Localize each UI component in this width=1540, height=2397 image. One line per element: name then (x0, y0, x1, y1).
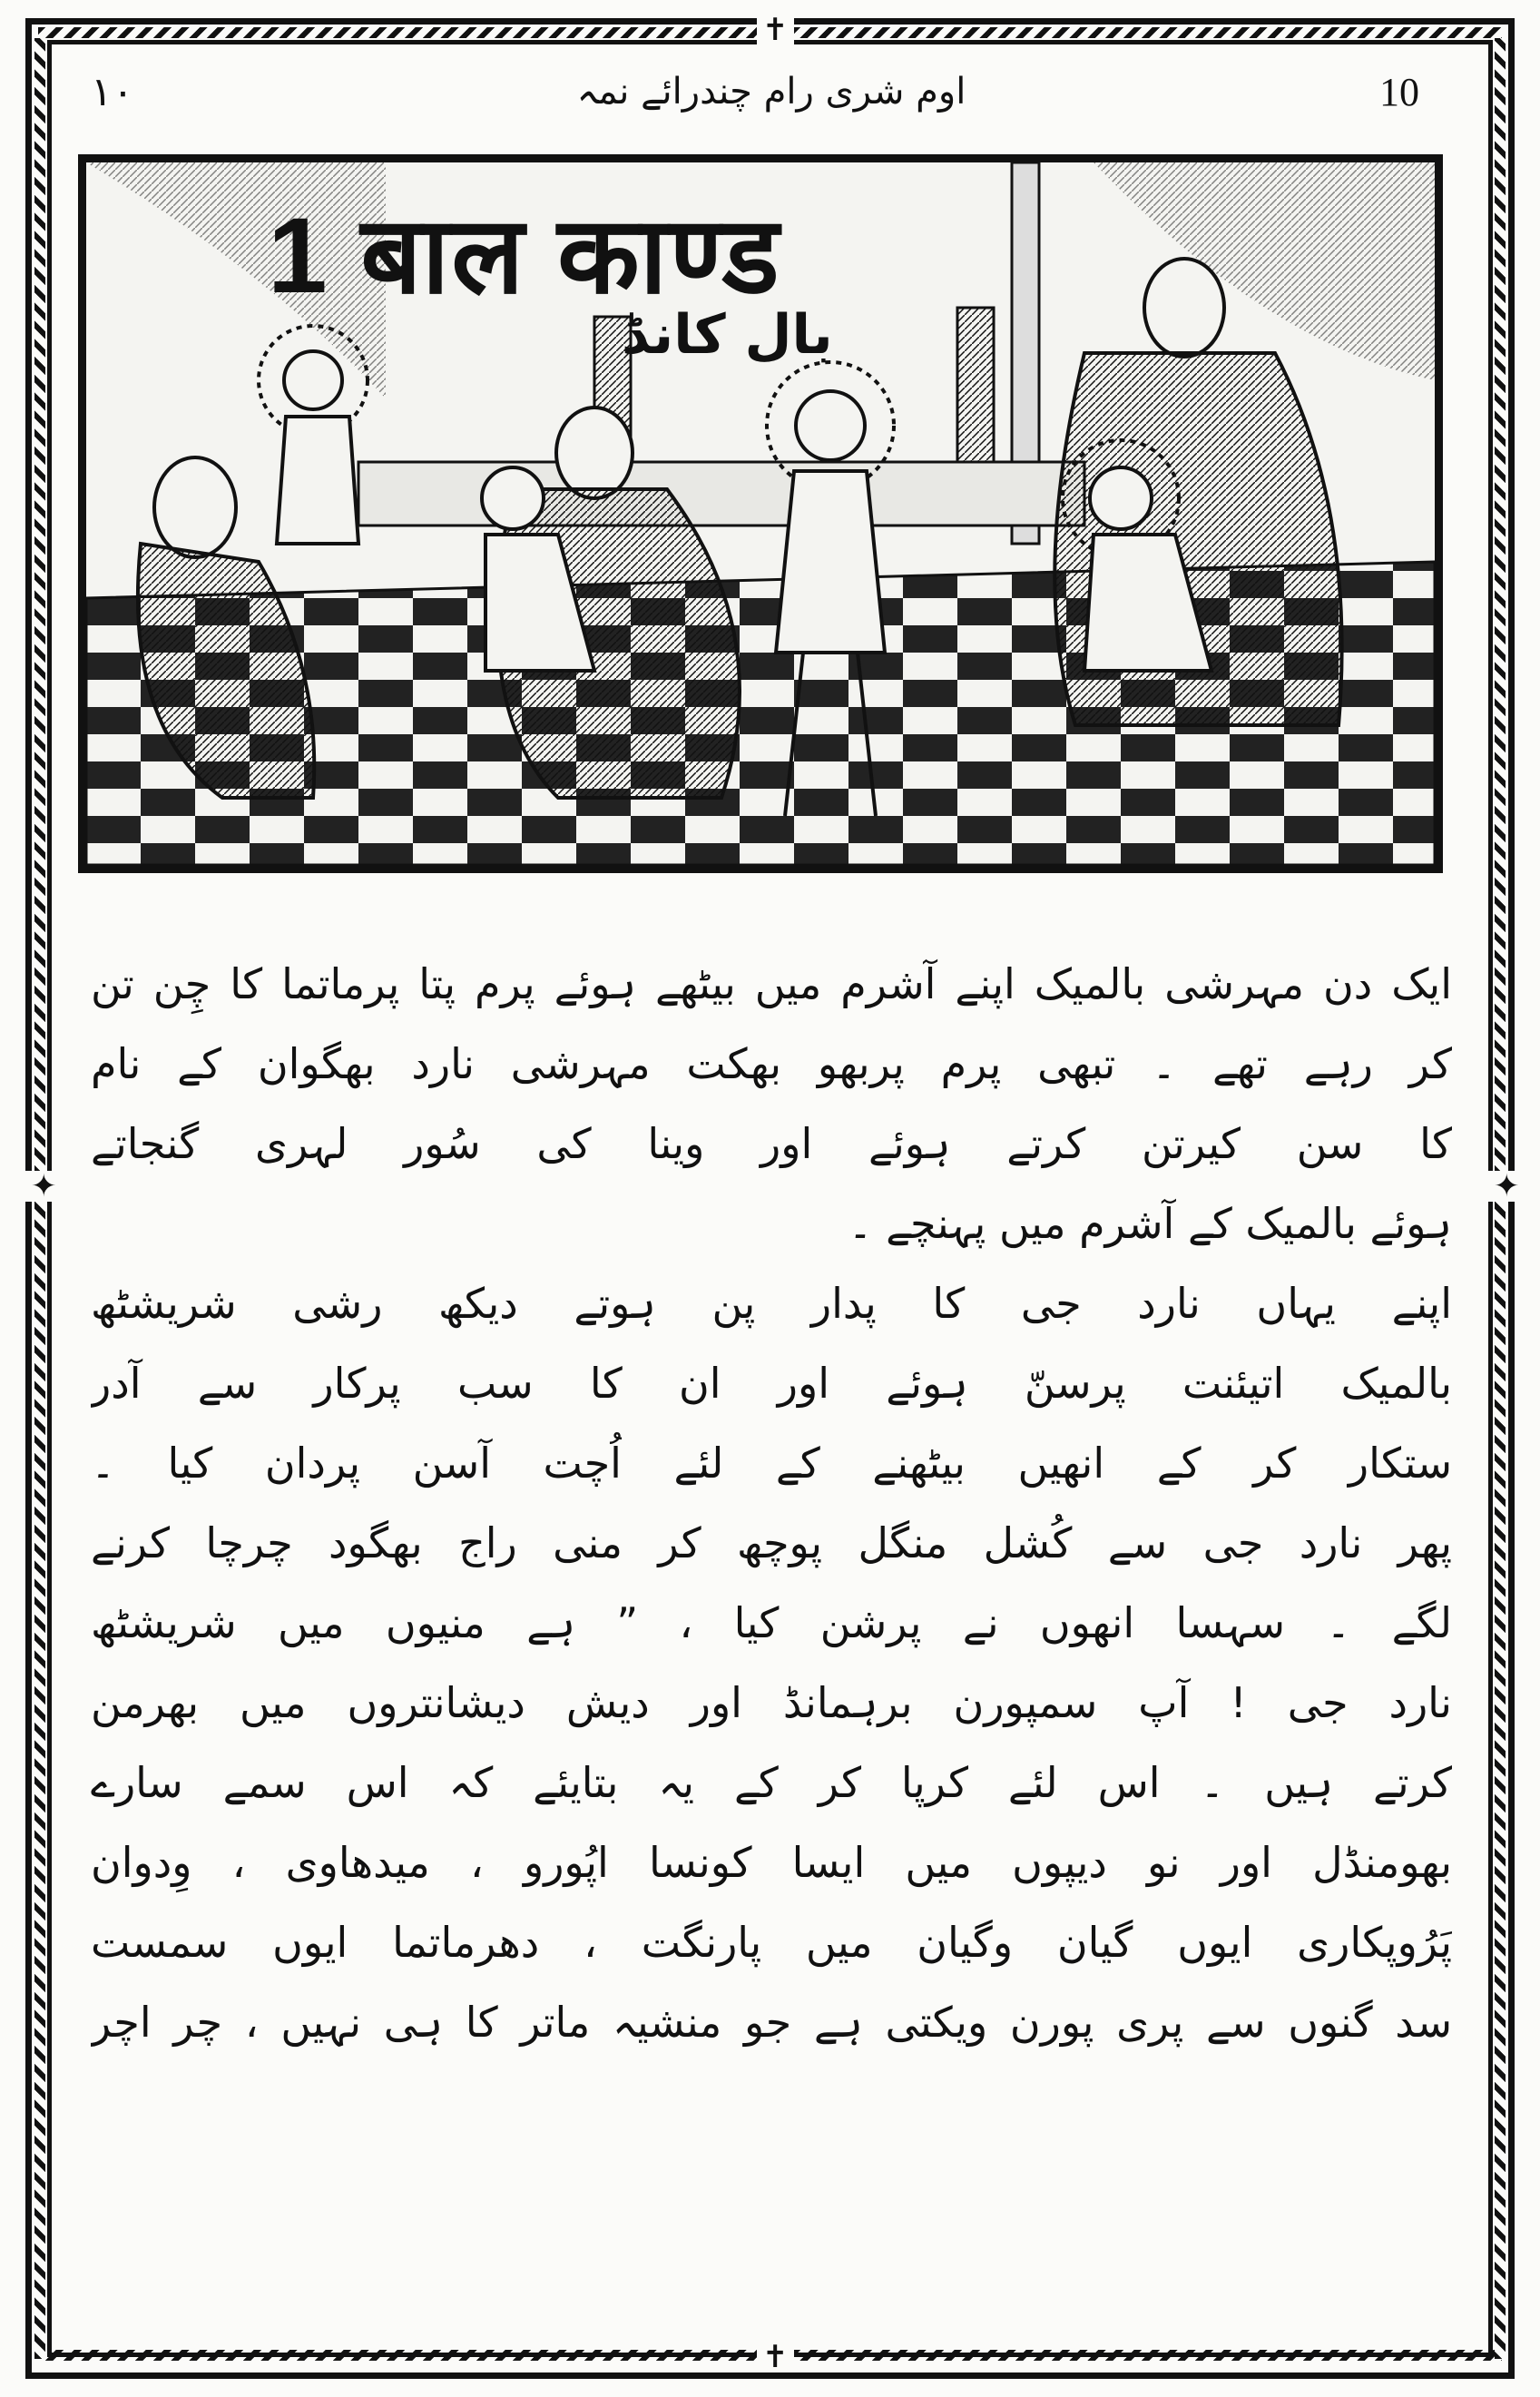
running-head: اوم شری رام چندرائے نمہ (576, 71, 966, 113)
body-line: کر رہے تھے ۔ تبھی پرم پربھو بھکت مہرشی نارد بھگوان کے نام (91, 1039, 1452, 1088)
body-line: ہوئے بالمیک کے آشرم میں پہنچے ۔ (848, 1199, 1452, 1248)
body-line: کا سن کیرتن کرتے ہوئے اور وینا کی سُور لہری گنجاتے (91, 1119, 1452, 1168)
border-ornament-left: ✦ (25, 1171, 63, 1202)
body-line: کرتے ہیں ۔ اس لئے کرپا کر کے یہ بتایئے کہ اس سمے سارے (91, 1758, 1452, 1807)
body-line: لگے ۔ سہسا انھوں نے پرشن کیا ، ” ہے منیوں میں شریشٹھ (91, 1598, 1452, 1647)
chapter-title-devanagari: 1 बाल काण्ड (268, 196, 781, 316)
border-ornament-top: ✝ (757, 15, 794, 45)
border-ornament-right: ✦ (1488, 1171, 1525, 1202)
body-line: بالمیک اتیئنت پرسنّ ہوئے اور ان کا سب پرکار سے آدر (91, 1359, 1452, 1408)
body-line: نارد جی ! آپ سمپورن برہمانڈ اور دیش دیشانتروں میں بھرمن (91, 1678, 1452, 1727)
page-number: 10 (1379, 70, 1419, 114)
body-line: پَرُوپکاری ایوں گیان وگیان میں پارنگت ، دھرماتما ایوں سمست (91, 1918, 1452, 1967)
body-text (91, 944, 1452, 2062)
body-line: سد گنوں سے پری پورن ویکتی ہے جو منشیہ ماتر کا ہی نہیں ، چر اچر (91, 1998, 1452, 2047)
body-line: بھومنڈل اور نو دیپوں میں ایسا کونسا اپُورو ، میدھاوی ، وِدوان (91, 1838, 1452, 1887)
border-ornament-bottom: ✝ (757, 2342, 794, 2372)
chapter-illustration (78, 154, 1443, 873)
chapter-title-urdu: بال کانڈ (622, 303, 833, 367)
terrace-wall (358, 462, 1084, 526)
body-line: پھر نارد جی سے کُشل منگل پوچھ کر منی راج بھگود چرچا کرنے (91, 1518, 1452, 1567)
body-line: اپنے یہاں نارد جی کا پدار پن ہوتے دیکھ رشی شریشٹھ (91, 1279, 1452, 1328)
page-number-urdu: ۱۰ (91, 70, 134, 114)
body-line: ایک دن مہرشی بالمیک اپنے آشرم میں بیٹھے ہوئے پرم پتا پرماتما کا چِن تن (91, 959, 1452, 1008)
body-line: ستکار کر کے انھیں بیٹھنے کے لئے اُچت آسن پردان کیا ۔ (91, 1439, 1452, 1488)
